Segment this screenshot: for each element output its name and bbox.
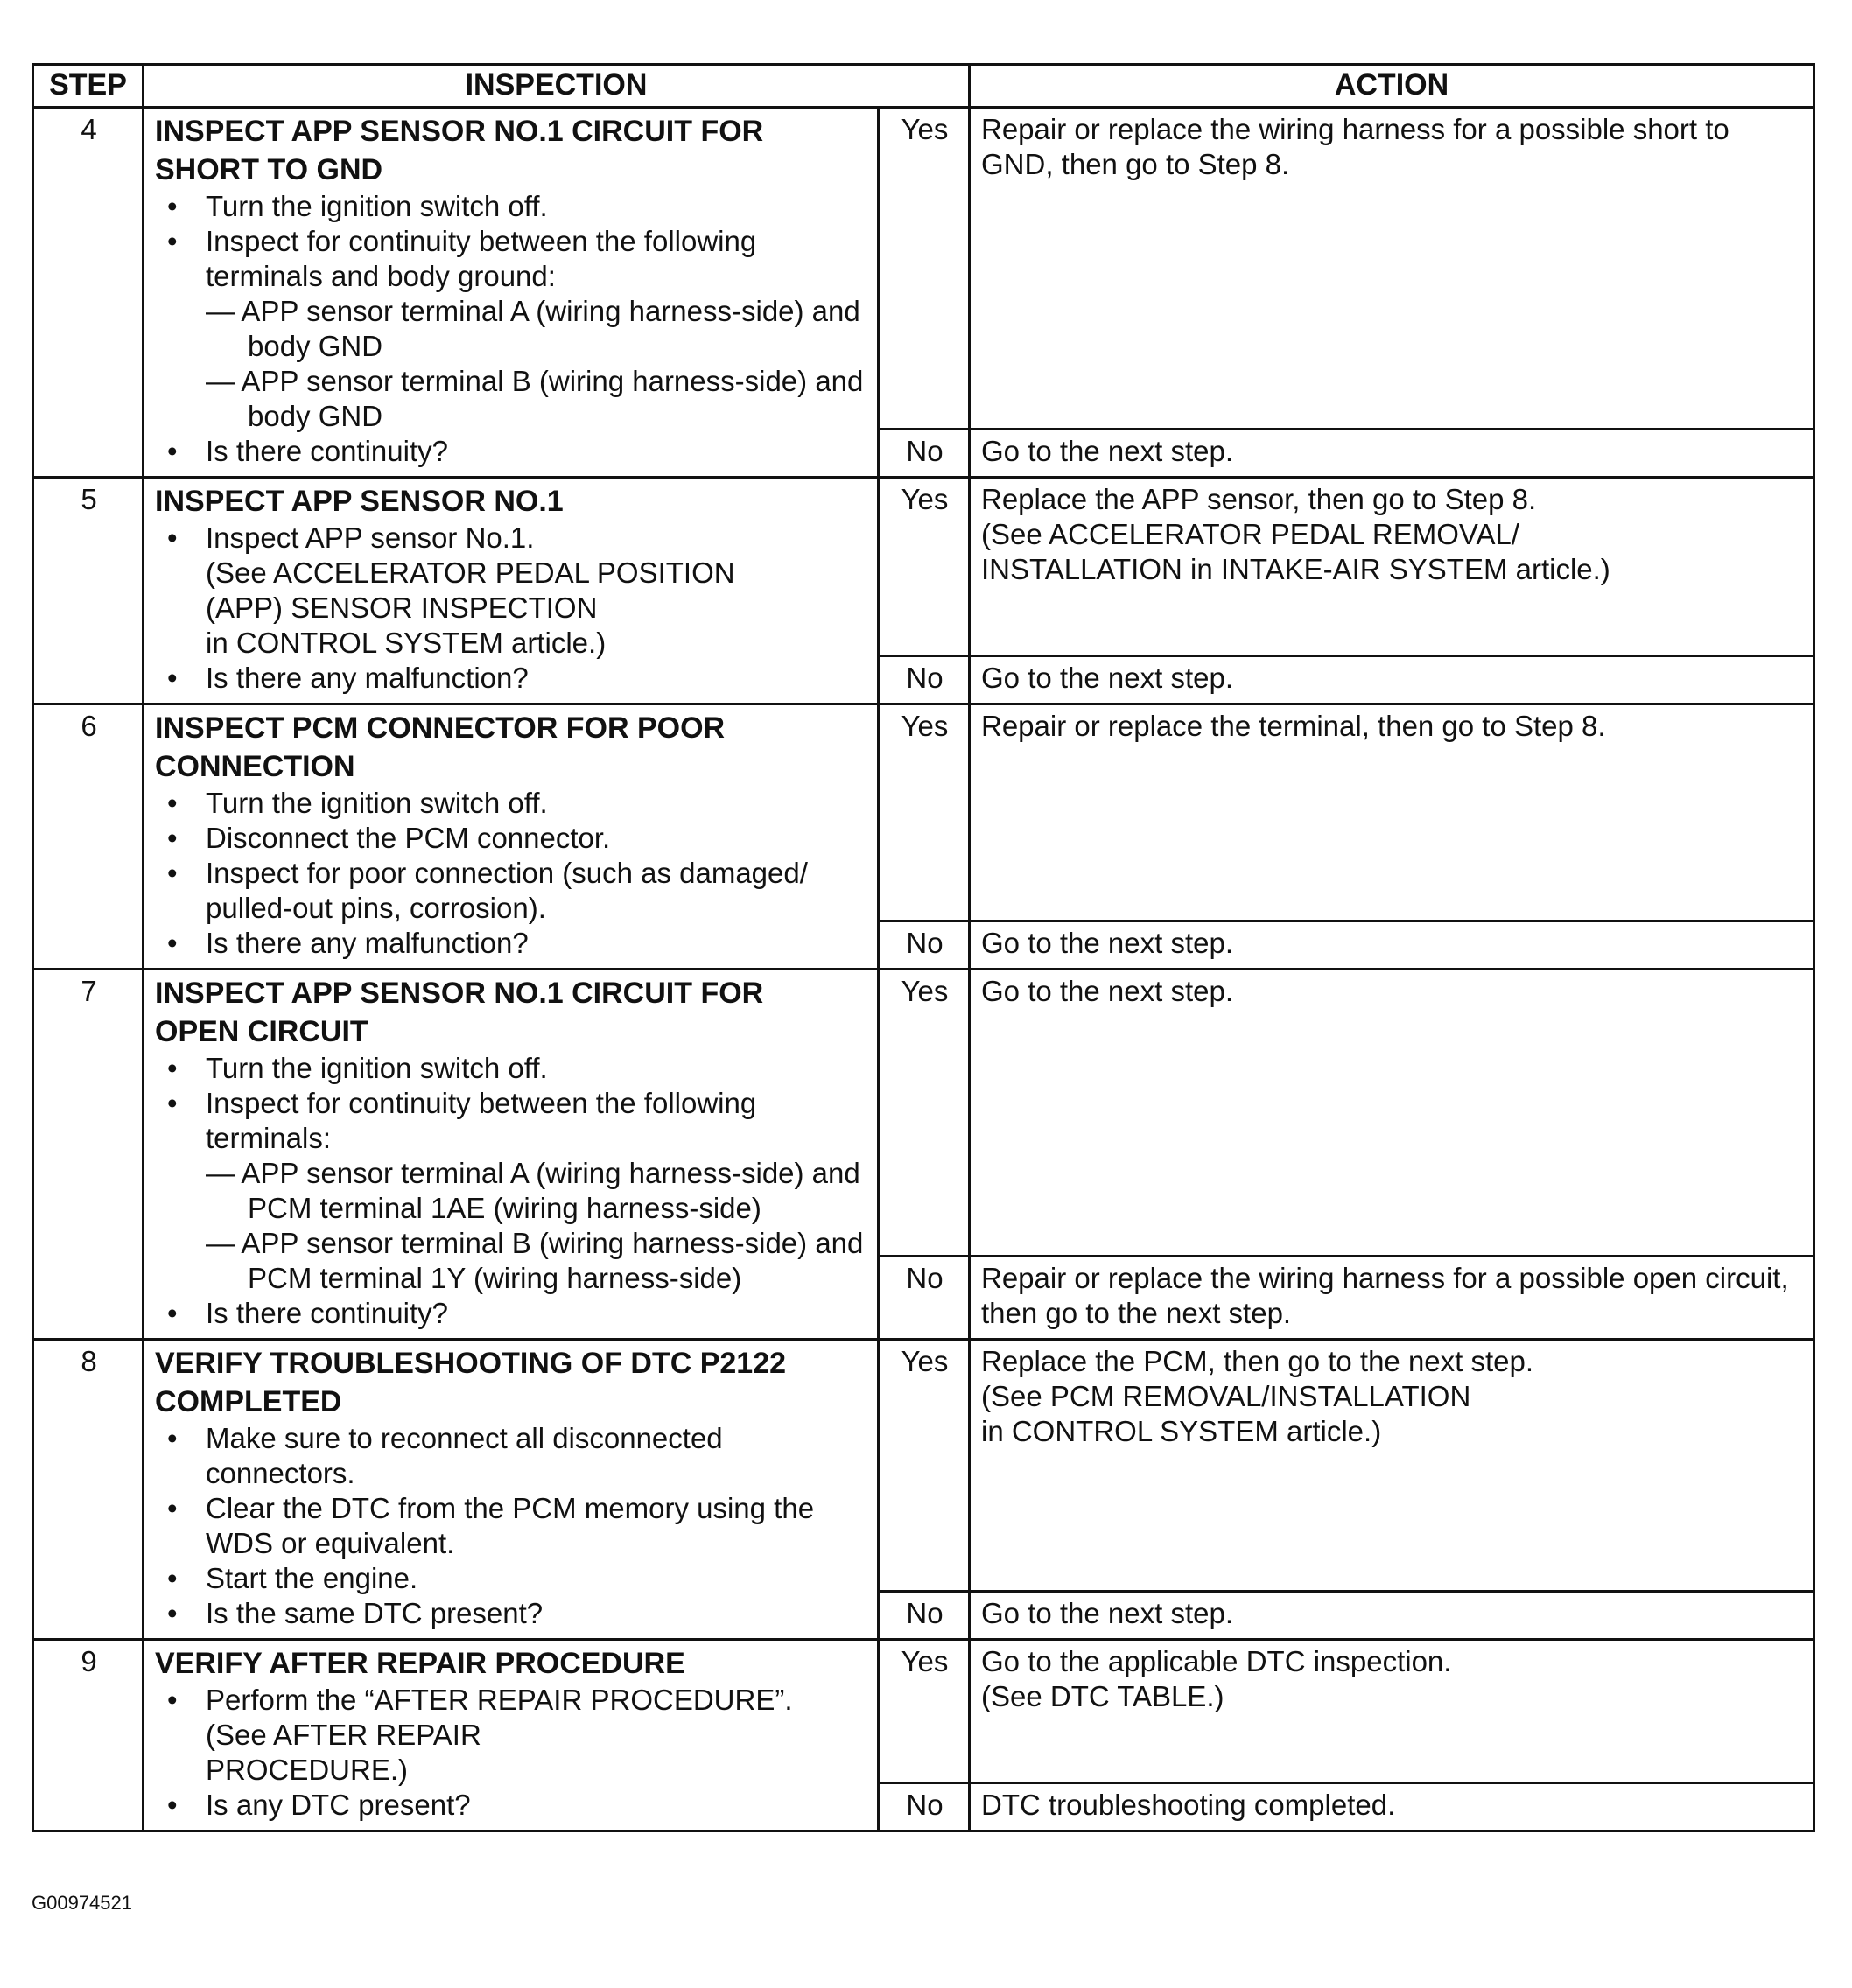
terminal-pair: — APP sensor terminal B (wiring harness-side) and PCM terminal 1Y (wiring harness-side) [206,1227,864,1294]
action-cell [970,704,1814,921]
figure-id: G00974521 [32,1892,132,1914]
result-answer: No [879,1256,970,1340]
inspection-cell [144,1640,879,1831]
bullet-text: Turn the ignition switch off. [206,787,548,819]
action-text: DTC troubleshooting completed. [981,1788,1396,1821]
action-cell [970,108,1814,430]
terminal-pair: — APP sensor terminal A (wiring harness-side) and PCM terminal 1AE (wiring harness-side) [206,1157,860,1224]
step-row [33,478,1814,656]
action-text: (See DTC TABLE.) [981,1680,1224,1712]
bullet-reference-note: PROCEDURE.) [206,1754,409,1786]
inspection-bullets [155,521,868,696]
inspection-bullet [206,189,868,224]
result-answer: Yes [879,1340,970,1592]
diagnostic-table [32,63,1815,1832]
inspection-title [155,112,868,189]
inspection-bullet [206,1561,868,1596]
inspection-title [155,482,868,521]
inspection-bullet [206,1086,868,1296]
result-answer: Yes [879,970,970,1256]
step-number: 9 [33,1640,144,1831]
terminal-pair: — APP sensor terminal B (wiring harness-side) and body GND [206,365,864,432]
inspection-bullet [206,1296,868,1331]
action-text: Repair or replace the wiring harness for a possible open circuit, then go to the next step. [981,1262,1789,1329]
action-cell [970,430,1814,478]
inspection-bullet [206,1051,868,1086]
bullet-text: Is the same DTC present? [206,1597,544,1629]
terminal-list [206,294,868,434]
bullet-text: Turn the ignition switch off. [206,190,548,222]
inspection-title-line: VERIFY TROUBLESHOOTING OF DTC P2122 [155,1347,787,1380]
bullet-reference-note: in CONTROL SYSTEM article.) [206,626,607,659]
inspection-bullet [206,786,868,821]
inspection-bullet [206,661,868,696]
inspection-title [155,1644,868,1683]
bullet-reference-note: (APP) SENSOR INSPECTION [206,592,598,624]
action-text: Go to the next step. [981,975,1234,1007]
step-row [33,1340,1814,1592]
inspection-title-line: SHORT TO GND [155,153,383,186]
inspection-title-line: VERIFY AFTER REPAIR PROCEDURE [155,1647,685,1680]
result-answer: Yes [879,1640,970,1783]
step-number: 5 [33,478,144,704]
inspection-bullet [206,434,868,469]
inspection-cell [144,478,879,704]
inspection-bullet [206,1421,868,1491]
result-answer: No [879,1783,970,1831]
step-row [33,704,1814,921]
bullet-text: Turn the ignition switch off. [206,1052,548,1084]
inspection-bullets [155,1051,868,1331]
bullet-text: Is there any malfunction? [206,927,529,959]
bullet-text: Is there any malfunction? [206,662,529,694]
bullet-text: Is any DTC present? [206,1788,471,1821]
terminal-list [206,1156,868,1296]
inspection-cell [144,108,879,478]
step-number: 6 [33,704,144,970]
action-text: Go to the applicable DTC inspection. [981,1645,1452,1677]
action-text: Replace the APP sensor, then go to Step 8. [981,483,1537,515]
inspection-bullet [206,1491,868,1561]
action-cell [970,1340,1814,1592]
action-text: Go to the next step. [981,662,1234,694]
inspection-bullet [206,856,868,926]
inspection-cell [144,1340,879,1640]
result-answer: No [879,430,970,478]
inspection-title-line: INSPECT APP SENSOR NO.1 [155,485,564,518]
bullet-text: Is there continuity? [206,1297,448,1329]
bullet-text: Is there continuity? [206,435,448,467]
inspection-title-line: INSPECT PCM CONNECTOR FOR POOR [155,711,726,745]
result-answer: No [879,1592,970,1640]
bullet-text: Start the engine. [206,1562,418,1594]
header-action: ACTION [970,65,1814,108]
troubleshooting-page [32,63,1813,1832]
inspection-title-line: COMPLETED [155,1385,342,1418]
action-cell [970,478,1814,656]
result-answer: No [879,921,970,970]
bullet-text: Inspect APP sensor No.1. [206,522,535,554]
inspection-bullets [155,189,868,469]
action-text: (See PCM REMOVAL/INSTALLATION [981,1380,1471,1412]
action-text: INSTALLATION in INTAKE-AIR SYSTEM article.) [981,553,1610,585]
action-cell [970,921,1814,970]
bullet-reference-note: (See AFTER REPAIR [206,1718,481,1751]
inspection-bullet [206,1596,868,1631]
bullet-text: Inspect for continuity between the following terminals and body ground: [206,225,757,292]
action-cell [970,1592,1814,1640]
terminal-pair: — APP sensor terminal A (wiring harness-side) and body GND [206,295,860,362]
step-row [33,1640,1814,1783]
result-answer: Yes [879,108,970,430]
bullet-text: Make sure to reconnect all disconnected connectors. [206,1422,723,1489]
step-number: 8 [33,1340,144,1640]
bullet-reference-note: (See ACCELERATOR PEDAL POSITION [206,556,735,589]
step-number: 7 [33,970,144,1340]
action-text: in CONTROL SYSTEM article.) [981,1415,1382,1447]
inspection-bullet [206,821,868,856]
header-step: STEP [33,65,144,108]
action-cell [970,1256,1814,1340]
inspection-title-line: OPEN CIRCUIT [155,1015,368,1048]
action-cell [970,656,1814,704]
inspection-bullet [206,926,868,961]
inspection-bullet [206,224,868,434]
bullet-text: Clear the DTC from the PCM memory using the WDS or equivalent. [206,1492,815,1559]
inspection-bullets [155,1421,868,1631]
step-number: 4 [33,108,144,478]
inspection-cell [144,704,879,970]
inspection-title-line: INSPECT APP SENSOR NO.1 CIRCUIT FOR [155,115,764,148]
inspection-title [155,1344,868,1421]
inspection-bullet [206,1788,868,1823]
step-row [33,108,1814,430]
inspection-title-line: CONNECTION [155,750,355,783]
header-inspection: INSPECTION [144,65,970,108]
inspection-bullet [206,521,868,661]
step-row [33,970,1814,1256]
bullet-text: Inspect for continuity between the following terminals: [206,1087,757,1154]
action-text: Repair or replace the terminal, then go to Step 8. [981,710,1606,742]
header-row [33,65,1814,108]
inspection-bullets [155,786,868,961]
bullet-text: Perform the “AFTER REPAIR PROCEDURE”. [206,1684,793,1716]
action-text: Repair or replace the wiring harness for a possible short to GND, then go to Step 8. [981,113,1729,180]
action-text: Go to the next step. [981,435,1234,467]
result-answer: Yes [879,478,970,656]
inspection-title [155,974,868,1051]
action-cell [970,970,1814,1256]
inspection-title [155,709,868,786]
action-cell [970,1783,1814,1831]
steps-body [33,108,1814,1831]
inspection-cell [144,970,879,1340]
bullet-text: Disconnect the PCM connector. [206,822,611,854]
action-text: (See ACCELERATOR PEDAL REMOVAL/ [981,518,1519,550]
result-answer: No [879,656,970,704]
action-text: Replace the PCM, then go to the next step. [981,1345,1534,1377]
action-text: Go to the next step. [981,1597,1234,1629]
action-cell [970,1640,1814,1783]
result-answer: Yes [879,704,970,921]
inspection-bullets [155,1683,868,1823]
bullet-text: Inspect for poor connection (such as damaged/ pulled-out pins, corrosion). [206,857,808,924]
inspection-bullet [206,1683,868,1788]
inspection-title-line: INSPECT APP SENSOR NO.1 CIRCUIT FOR [155,976,764,1010]
action-text: Go to the next step. [981,927,1234,959]
